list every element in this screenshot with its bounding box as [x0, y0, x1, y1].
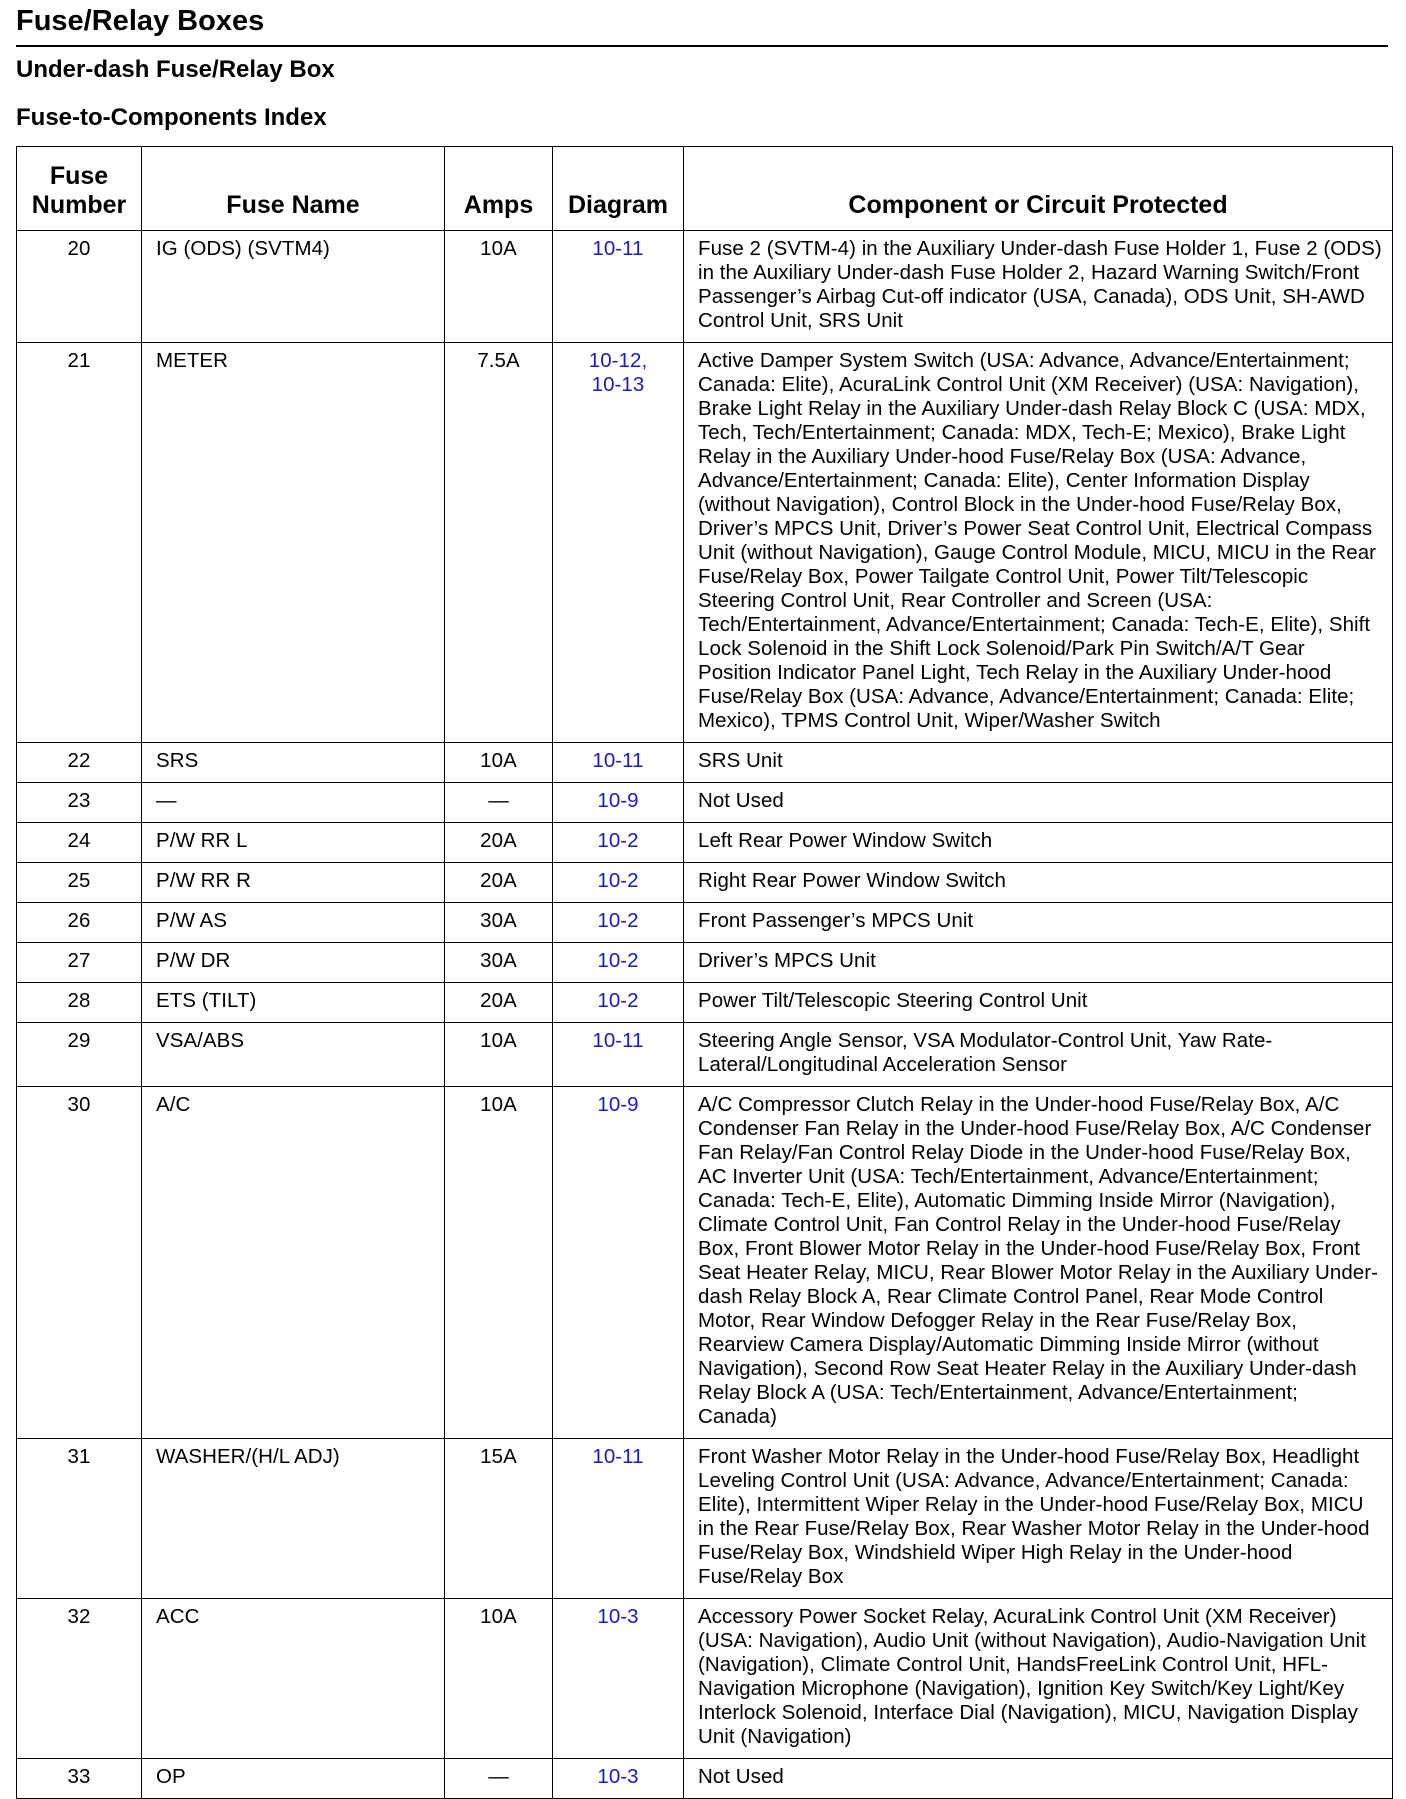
diagram-link[interactable]: 10-2: [597, 989, 639, 1012]
table-row: [17, 1023, 1393, 1087]
fuse-number-cell: 32: [17, 1599, 142, 1759]
table-row: [17, 1599, 1393, 1759]
table-header-row: [17, 147, 1393, 231]
page: [16, 0, 1388, 1788]
section-subtitle: Under-dash Fuse/Relay Box: [16, 56, 335, 83]
fuse-number-cell: 27: [17, 943, 142, 983]
column-header-amps: Amps: [445, 147, 553, 231]
fuse-number-cell: 20: [17, 231, 142, 343]
diagram-link[interactable]: 10-2: [597, 949, 639, 972]
fuse-number-cell: 24: [17, 823, 142, 863]
column-header-diagram: Diagram: [553, 147, 684, 231]
column-header-fuse-number: Fuse Number: [17, 147, 142, 231]
diagram-cell: [553, 823, 684, 863]
fuse-name-cell: WASHER/(H/L ADJ): [142, 1439, 445, 1599]
fuse-number-cell: 33: [17, 1759, 142, 1799]
index-heading: Fuse-to-Components Index: [16, 104, 327, 131]
amps-cell: 10A: [445, 231, 553, 343]
table-row: [17, 343, 1393, 743]
component-cell: Fuse 2 (SVTM-4) in the Auxiliary Under-dash Fuse Holder 1, Fuse 2 (ODS) in the Auxiliary Under-dash Fuse Holder 2, Hazard Warning Switch/Front Passenger’s Airbag Cut-off indicator (USA, Canada), ODS Unit, SH-AWD Control Unit, SRS Unit: [684, 231, 1393, 343]
fuse-name-cell: IG (ODS) (SVTM4): [142, 231, 445, 343]
component-cell: SRS Unit: [684, 743, 1393, 783]
table-row: [17, 943, 1393, 983]
diagram-link[interactable]: 10-9: [597, 1093, 639, 1116]
fuse-number-cell: 25: [17, 863, 142, 903]
diagram-cell: [553, 983, 684, 1023]
amps-cell: 30A: [445, 903, 553, 943]
fuse-number-cell: 31: [17, 1439, 142, 1599]
table-row: [17, 823, 1393, 863]
fuse-name-cell: P/W AS: [142, 903, 445, 943]
fuse-name-cell: ETS (TILT): [142, 983, 445, 1023]
diagram-cell: [553, 863, 684, 903]
diagram-cell: [553, 1599, 684, 1759]
diagram-link[interactable]: 10-11: [592, 1029, 644, 1052]
amps-cell: 20A: [445, 863, 553, 903]
amps-cell: 7.5A: [445, 343, 553, 743]
amps-cell: 20A: [445, 983, 553, 1023]
component-cell: Right Rear Power Window Switch: [684, 863, 1393, 903]
amps-cell: 10A: [445, 1087, 553, 1439]
amps-cell: 30A: [445, 943, 553, 983]
page-title: Fuse/Relay Boxes: [16, 0, 1388, 47]
amps-cell: 10A: [445, 743, 553, 783]
diagram-cell: [553, 743, 684, 783]
diagram-cell: [553, 231, 684, 343]
fuse-index-table: [16, 146, 1393, 1799]
component-cell: Power Tilt/Telescopic Steering Control Unit: [684, 983, 1393, 1023]
component-cell: Driver’s MPCS Unit: [684, 943, 1393, 983]
fuse-name-cell: OP: [142, 1759, 445, 1799]
fuse-number-cell: 30: [17, 1087, 142, 1439]
component-cell: Steering Angle Sensor, VSA Modulator-Control Unit, Yaw Rate-Lateral/Longitudinal Acceleration Sensor: [684, 1023, 1393, 1087]
fuse-name-cell: P/W DR: [142, 943, 445, 983]
amps-cell: 10A: [445, 1599, 553, 1759]
diagram-link[interactable]: 10-2: [597, 869, 639, 892]
table-row: [17, 1439, 1393, 1599]
component-cell: Front Washer Motor Relay in the Under-hood Fuse/Relay Box, Headlight Leveling Control Unit (USA: Advance, Advance/Entertainment; Canada: Elite), Intermittent Wiper Relay in the Under-hood Fuse/Relay Box, MICU in the Rear Fuse/Relay Box, Rear Washer Motor Relay in the Under-hood Fuse/Relay Box, Windshield Wiper High Relay in the Under-hood Fuse/Relay Box: [684, 1439, 1393, 1599]
diagram-link[interactable]: 10-12,: [588, 349, 648, 372]
fuse-name-cell: ACC: [142, 1599, 445, 1759]
table-row: [17, 1087, 1393, 1439]
fuse-name-cell: —: [142, 783, 445, 823]
diagram-link[interactable]: 10-2: [597, 909, 639, 932]
fuse-number-cell: 21: [17, 343, 142, 743]
column-header-component: Component or Circuit Protected: [684, 147, 1393, 231]
table-row: [17, 983, 1393, 1023]
diagram-link[interactable]: 10-11: [592, 1445, 644, 1468]
diagram-cell: [553, 1759, 684, 1799]
fuse-number-cell: 22: [17, 743, 142, 783]
column-header-fuse-name: Fuse Name: [142, 147, 445, 231]
fuse-name-cell: P/W RR R: [142, 863, 445, 903]
amps-cell: —: [445, 1759, 553, 1799]
fuse-number-cell: 26: [17, 903, 142, 943]
fuse-name-cell: VSA/ABS: [142, 1023, 445, 1087]
diagram-link[interactable]: 10-11: [592, 237, 644, 260]
amps-cell: 10A: [445, 1023, 553, 1087]
amps-cell: 15A: [445, 1439, 553, 1599]
fuse-name-cell: A/C: [142, 1087, 445, 1439]
table-row: [17, 903, 1393, 943]
diagram-link[interactable]: 10-9: [597, 789, 639, 812]
table-row: [17, 1759, 1393, 1799]
component-cell: Accessory Power Socket Relay, AcuraLink Control Unit (XM Receiver) (USA: Navigation), Audio Unit (without Navigation), Audio-Navigation Unit (Navigation), Climate Control Unit, HandsFreeLink Control Unit, HFL-Navigation Microphone (Navigation), Ignition Key Switch/Key Light/Key Interlock Solenoid, Interface Dial (Navigation), MICU, Navigation Display Unit (Navigation): [684, 1599, 1393, 1759]
component-cell: Left Rear Power Window Switch: [684, 823, 1393, 863]
component-cell: A/C Compressor Clutch Relay in the Under-hood Fuse/Relay Box, A/C Condenser Fan Relay in the Under-hood Fuse/Relay Box, A/C Condenser Fan Relay/Fan Control Relay Diode in the Under-hood Fuse/Relay Box, AC Inverter Unit (USA: Tech/Entertainment, Advance/Entertainment; Canada: Tech-E, Elite), Automatic Dimming Inside Mirror (Navigation), Climate Control Unit, Fan Control Relay in the Under-hood Fuse/Relay Box, Front Blower Motor Relay in the Under-hood Fuse/Relay Box, Front Seat Heater Relay, MICU, Rear Blower Motor Relay in the Auxiliary Under-dash Relay Block A, Rear Climate Control Panel, Rear Mode Control Motor, Rear Window Defogger Relay in the Rear Fuse/Relay Box, Rearview Camera Display/Automatic Dimming Inside Mirror (without Navigation), Second Row Seat Heater Relay in the Auxiliary Under-dash Relay Block A (USA: Tech/Entertainment, Advance/Entertainment; Canada): [684, 1087, 1393, 1439]
component-cell: Front Passenger’s MPCS Unit: [684, 903, 1393, 943]
table-row: [17, 231, 1393, 343]
diagram-cell: [553, 343, 684, 743]
diagram-cell: [553, 903, 684, 943]
component-cell: Active Damper System Switch (USA: Advance, Advance/Entertainment; Canada: Elite), AcuraLink Control Unit (XM Receiver) (USA: Navigation), Brake Light Relay in the Auxiliary Under-dash Relay Block C (USA: MDX, Tech, Tech/Entertainment; Canada: MDX, Tech-E; Mexico), Brake Light Relay in the Auxiliary Under-hood Fuse/Relay Box (USA: Advance, Advance/Entertainment; Canada: Elite), Center Information Display (without Navigation), Control Block in the Under-hood Fuse/Relay Box, Driver’s MPCS Unit, Driver’s Power Seat Control Unit, Electrical Compass Unit (without Navigation), Gauge Control Module, MICU, MICU in the Rear Fuse/Relay Box, Power Tailgate Control Unit, Power Tilt/Telescopic Steering Control Unit, Rear Controller and Screen (USA: Tech/Entertainment, Advance/Entertainment; Canada: Tech-E, Elite), Shift Lock Solenoid in the Shift Lock Solenoid/Park Pin Switch/A/T Gear Position Indicator Panel Light, Tech Relay in the Auxiliary Under-hood Fuse/Relay Box (USA: Advance, Advance/Entertainment; Canada: Elite; Mexico), TPMS Control Unit, Wiper/Washer Switch: [684, 343, 1393, 743]
diagram-cell: [553, 1439, 684, 1599]
diagram-link[interactable]: 10-13: [591, 373, 645, 396]
diagram-cell: [553, 943, 684, 983]
fuse-number-cell: 28: [17, 983, 142, 1023]
fuse-name-cell: METER: [142, 343, 445, 743]
diagram-link[interactable]: 10-2: [597, 829, 639, 852]
fuse-number-cell: 29: [17, 1023, 142, 1087]
amps-cell: 20A: [445, 823, 553, 863]
diagram-link[interactable]: 10-3: [597, 1605, 639, 1628]
table-row: [17, 863, 1393, 903]
fuse-number-cell: 23: [17, 783, 142, 823]
fuse-name-cell: SRS: [142, 743, 445, 783]
amps-cell: —: [445, 783, 553, 823]
diagram-cell: [553, 1023, 684, 1087]
table-row: [17, 743, 1393, 783]
diagram-link[interactable]: 10-3: [597, 1765, 639, 1788]
diagram-cell: [553, 783, 684, 823]
component-cell: Not Used: [684, 783, 1393, 823]
component-cell: Not Used: [684, 1759, 1393, 1799]
diagram-link[interactable]: 10-11: [592, 749, 644, 772]
diagram-cell: [553, 1087, 684, 1439]
table-row: [17, 783, 1393, 823]
fuse-name-cell: P/W RR L: [142, 823, 445, 863]
